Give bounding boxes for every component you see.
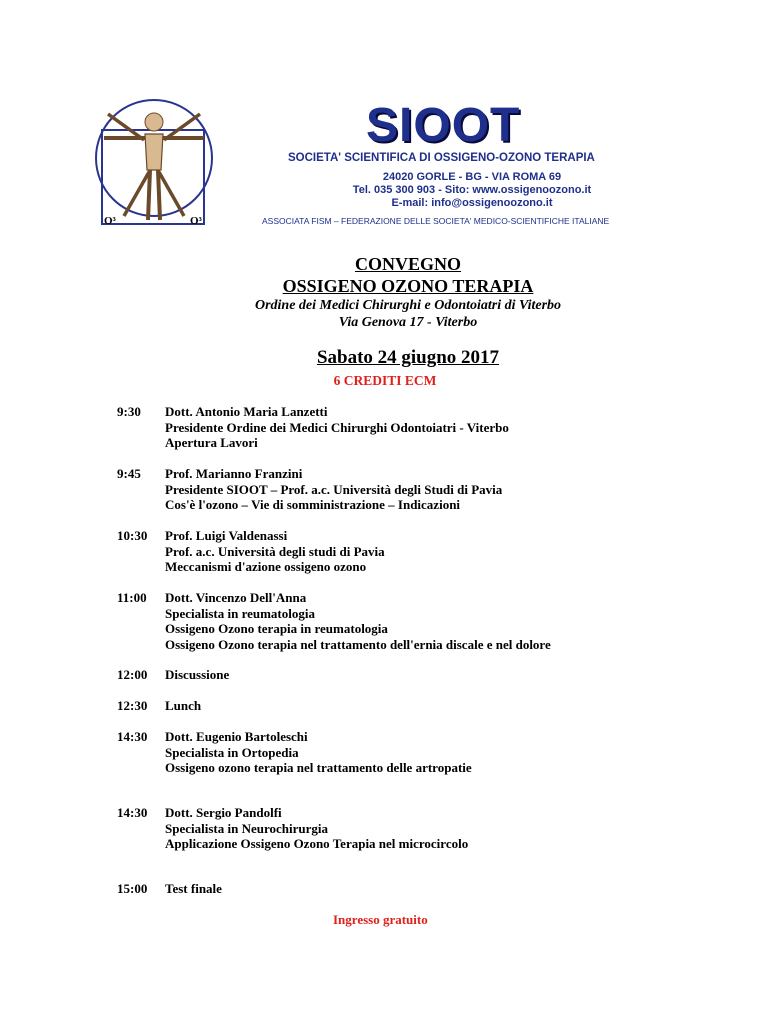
brand-subtitle: SOCIETA' SCIENTIFICA DI OSSIGENO-OZONO TERAPIA xyxy=(288,152,595,164)
program-line: Cos'è l'ozono – Vie di somministrazione – Indicazioni xyxy=(165,497,461,512)
program-time: 12:00 xyxy=(117,667,148,682)
program-line: Dott. Sergio Pandolfi xyxy=(165,805,282,820)
program-line: Ossigeno Ozono terapia nel trattamento dell'ernia discale e nel dolore xyxy=(165,636,551,652)
brand-contact: Tel. 035 300 903 - Sito: www.ossigenoozono.it xyxy=(352,184,592,196)
program-time: 12:30 xyxy=(117,698,148,713)
program-line: Meccanismi d'azione ossigeno ozono xyxy=(165,559,367,574)
program-line: Discussione xyxy=(165,667,230,682)
program-line: Dott. Vincenzo Dell'Anna xyxy=(165,590,307,605)
program-line: Test finale xyxy=(165,881,222,896)
event-credits: 6 CREDITI ECM xyxy=(333,373,437,388)
program-line: Presidente SIOOT – Prof. a.c. Università degli Studi di Pavia xyxy=(165,481,503,497)
free-entry-note: Ingresso gratuito xyxy=(333,912,428,927)
vitruvian-man-logo xyxy=(92,92,216,230)
program-line: Applicazione Ossigeno Ozono Terapia nel microcircolo xyxy=(165,836,469,851)
event-title-line2: OSSIGENO OZONO TERAPIA xyxy=(282,276,534,296)
brand-title: SIOOT xyxy=(366,99,521,152)
vitruvian-man-icon xyxy=(92,92,216,230)
program-time: 11:00 xyxy=(117,590,147,605)
program-time: 9:30 xyxy=(117,404,141,419)
brand-address: 24020 GORLE - BG - VIA ROMA 69 xyxy=(382,171,562,183)
program-time: 14:30 xyxy=(117,729,148,744)
program-line: Prof. Marianno Franzini xyxy=(165,466,303,481)
program-line: Presidente Ordine dei Medici Chirurghi Odontoiatri - Viterbo xyxy=(165,419,509,435)
program-line: Dott. Antonio Maria Lanzetti xyxy=(165,404,328,419)
ozone-label-left: O³ xyxy=(104,215,116,227)
program-line: Dott. Eugenio Bartoleschi xyxy=(165,729,308,744)
program-line: Specialista in Neurochirurgia xyxy=(165,820,328,836)
program-line: Specialista in Ortopedia xyxy=(165,744,299,760)
event-venue-line1: Ordine dei Medici Chirurghi e Odontoiatri di Viterbo xyxy=(254,298,562,313)
program-line: Specialista in reumatologia xyxy=(165,605,315,621)
brand-association: ASSOCIATA FISM – FEDERAZIONE DELLE SOCIETA' MEDICO-SCIENTIFICHE ITALIANE xyxy=(262,216,610,226)
program-line: Prof. Luigi Valdenassi xyxy=(165,528,288,543)
program-line: Prof. a.c. Università degli studi di Pavia xyxy=(165,543,385,559)
program-line: Ossigeno Ozono terapia in reumatologia xyxy=(165,621,388,636)
program-time: 10:30 xyxy=(117,528,148,543)
program-time: 9:45 xyxy=(117,466,141,481)
program-line: Ossigeno ozono terapia nel trattamento delle artropatie xyxy=(165,760,472,775)
event-date: Sabato 24 giugno 2017 xyxy=(316,347,500,368)
program-line: Lunch xyxy=(165,698,202,713)
ozone-label-right: O³ xyxy=(190,215,202,227)
program-line: Apertura Lavori xyxy=(165,435,258,450)
brand-email: E-mail: info@ossigenoozono.it xyxy=(391,197,553,209)
program-time: 15:00 xyxy=(117,881,148,896)
program-time: 14:30 xyxy=(117,805,148,820)
event-title-line1: CONVEGNO xyxy=(354,254,461,274)
event-venue-line2: Via Genova 17 - Viterbo xyxy=(338,315,478,330)
